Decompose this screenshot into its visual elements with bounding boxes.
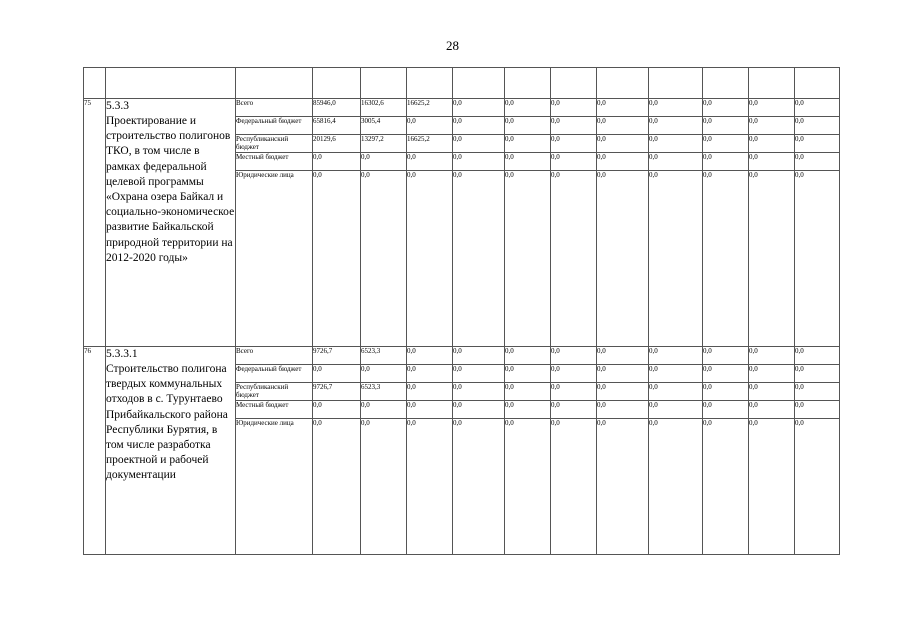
value-cell: 0,0	[703, 419, 749, 555]
value-cell: 0,0	[407, 401, 453, 419]
measure-description: Строительство полигона твердых коммунальных отходов в с. Турунтаево Прибайкальского района Республики Бурятия, в том числе разработка проектной и рабочей документации	[106, 363, 228, 482]
value-cell: 0,0	[313, 419, 361, 555]
table-row	[84, 99, 840, 117]
value-cell: 0,0	[551, 171, 597, 347]
value-cell: 0,0	[551, 365, 597, 383]
measure-cell	[106, 99, 236, 347]
value-cell: 0,0	[597, 171, 649, 347]
value-cell: 0,0	[407, 419, 453, 555]
value-cell: 0,0	[453, 419, 505, 555]
value-cell: 0,0	[597, 117, 649, 135]
value-cell: 0,0	[703, 171, 749, 347]
value-cell: 0,0	[407, 153, 453, 171]
value-cell: 0,0	[749, 401, 795, 419]
header-row	[84, 68, 840, 99]
value-cell: 0,0	[795, 365, 840, 383]
value-cell: 0,0	[505, 135, 551, 153]
value-cell: 65816,4	[313, 117, 361, 135]
value-cell: 0,0	[795, 383, 840, 401]
header-cell	[703, 68, 749, 99]
funding-source: Юридические лица	[236, 419, 313, 555]
value-cell: 0,0	[795, 153, 840, 171]
value-cell: 0,0	[313, 401, 361, 419]
value-cell: 0,0	[551, 153, 597, 171]
value-cell: 0,0	[649, 365, 703, 383]
funding-source: Юридические лица	[236, 171, 313, 347]
value-cell: 0,0	[505, 365, 551, 383]
value-cell: 0,0	[313, 153, 361, 171]
value-cell: 0,0	[597, 99, 649, 117]
value-cell: 0,0	[551, 117, 597, 135]
value-cell: 0,0	[597, 153, 649, 171]
measure-cell	[106, 347, 236, 555]
measure-code: 5.3.3	[106, 100, 129, 112]
value-cell: 0,0	[313, 365, 361, 383]
value-cell: 0,0	[453, 135, 505, 153]
value-cell: 0,0	[407, 117, 453, 135]
funding-source: Республиканский бюджет	[236, 135, 313, 153]
measure-description: Проектирование и строительство полигонов ТКО, в том числе в рамках федеральной целевой программы «Охрана озера Байкал и социально-экономическое развитие Байкальской природной территории на 2012-2020 годы»	[106, 115, 235, 264]
value-cell: 0,0	[597, 383, 649, 401]
value-cell: 0,0	[551, 383, 597, 401]
value-cell: 0,0	[505, 401, 551, 419]
funding-source: Республиканский бюджет	[236, 383, 313, 401]
value-cell: 0,0	[361, 153, 407, 171]
value-cell: 9726,7	[313, 383, 361, 401]
header-cell	[361, 68, 407, 99]
value-cell: 0,0	[505, 99, 551, 117]
value-cell: 85946,0	[313, 99, 361, 117]
value-cell: 0,0	[551, 419, 597, 555]
value-cell: 0,0	[505, 171, 551, 347]
value-cell: 0,0	[551, 401, 597, 419]
value-cell: 0,0	[795, 401, 840, 419]
value-cell: 0,0	[551, 99, 597, 117]
value-cell: 0,0	[505, 117, 551, 135]
value-cell: 0,0	[703, 401, 749, 419]
value-cell: 0,0	[703, 135, 749, 153]
value-cell: 0,0	[453, 117, 505, 135]
value-cell: 0,0	[703, 153, 749, 171]
value-cell: 0,0	[453, 99, 505, 117]
value-cell: 0,0	[505, 419, 551, 555]
value-cell: 0,0	[795, 99, 840, 117]
value-cell: 0,0	[649, 419, 703, 555]
value-cell: 0,0	[749, 383, 795, 401]
value-cell: 0,0	[453, 347, 505, 365]
value-cell: 0,0	[597, 365, 649, 383]
value-cell: 0,0	[361, 171, 407, 347]
value-cell: 0,0	[749, 135, 795, 153]
value-cell: 9726,7	[313, 347, 361, 365]
value-cell: 0,0	[795, 419, 840, 555]
value-cell: 0,0	[505, 347, 551, 365]
value-cell: 0,0	[453, 383, 505, 401]
value-cell: 0,0	[361, 365, 407, 383]
value-cell: 0,0	[649, 401, 703, 419]
value-cell: 0,0	[703, 99, 749, 117]
value-cell: 0,0	[749, 171, 795, 347]
measure-code: 5.3.3.1	[106, 348, 138, 360]
value-cell: 0,0	[453, 171, 505, 347]
value-cell: 0,0	[597, 135, 649, 153]
value-cell: 0,0	[453, 401, 505, 419]
row-number: 75	[84, 99, 106, 347]
value-cell: 0,0	[795, 117, 840, 135]
header-cell	[313, 68, 361, 99]
value-cell: 0,0	[649, 99, 703, 117]
value-cell: 0,0	[361, 419, 407, 555]
value-cell: 0,0	[649, 153, 703, 171]
header-cell	[749, 68, 795, 99]
funding-source: Всего	[236, 99, 313, 117]
value-cell: 0,0	[703, 117, 749, 135]
value-cell: 0,0	[649, 347, 703, 365]
value-cell: 16625,2	[407, 99, 453, 117]
value-cell: 0,0	[749, 347, 795, 365]
page-number: 28	[446, 38, 459, 53]
value-cell: 0,0	[597, 419, 649, 555]
value-cell: 0,0	[453, 365, 505, 383]
header-cell	[551, 68, 597, 99]
header-cell	[106, 68, 236, 99]
value-cell: 0,0	[407, 383, 453, 401]
value-cell: 0,0	[597, 401, 649, 419]
value-cell: 0,0	[407, 365, 453, 383]
header-cell	[236, 68, 313, 99]
header-cell	[649, 68, 703, 99]
value-cell: 16302,6	[361, 99, 407, 117]
budget-table	[83, 67, 840, 555]
value-cell: 0,0	[703, 365, 749, 383]
funding-source: Федеральный бюджет	[236, 117, 313, 135]
value-cell: 0,0	[597, 347, 649, 365]
value-cell: 0,0	[361, 401, 407, 419]
value-cell: 0,0	[649, 135, 703, 153]
header-cell	[505, 68, 551, 99]
value-cell: 0,0	[649, 383, 703, 401]
value-cell: 0,0	[795, 347, 840, 365]
value-cell: 0,0	[749, 419, 795, 555]
value-cell: 13297,2	[361, 135, 407, 153]
table-row	[84, 347, 840, 365]
value-cell: 0,0	[703, 347, 749, 365]
value-cell: 0,0	[749, 117, 795, 135]
funding-source: Федеральный бюджет	[236, 365, 313, 383]
value-cell: 0,0	[407, 347, 453, 365]
row-number: 76	[84, 347, 106, 555]
value-cell: 6523,3	[361, 383, 407, 401]
value-cell: 6523,3	[361, 347, 407, 365]
header-cell	[795, 68, 840, 99]
value-cell: 0,0	[749, 365, 795, 383]
value-cell: 0,0	[795, 135, 840, 153]
value-cell: 0,0	[313, 171, 361, 347]
value-cell: 0,0	[703, 383, 749, 401]
header-cell	[453, 68, 505, 99]
value-cell: 3005,4	[361, 117, 407, 135]
value-cell: 0,0	[649, 117, 703, 135]
funding-source: Местный бюджет	[236, 153, 313, 171]
value-cell: 16625,2	[407, 135, 453, 153]
value-cell: 0,0	[505, 383, 551, 401]
header-cell	[84, 68, 106, 99]
value-cell: 0,0	[749, 99, 795, 117]
value-cell: 0,0	[649, 171, 703, 347]
value-cell: 0,0	[551, 135, 597, 153]
header-cell	[407, 68, 453, 99]
funding-source: Местный бюджет	[236, 401, 313, 419]
value-cell: 0,0	[749, 153, 795, 171]
value-cell: 20129,6	[313, 135, 361, 153]
value-cell: 0,0	[505, 153, 551, 171]
value-cell: 0,0	[551, 347, 597, 365]
value-cell: 0,0	[407, 171, 453, 347]
value-cell: 0,0	[453, 153, 505, 171]
header-cell	[597, 68, 649, 99]
funding-source: Всего	[236, 347, 313, 365]
value-cell: 0,0	[795, 171, 840, 347]
